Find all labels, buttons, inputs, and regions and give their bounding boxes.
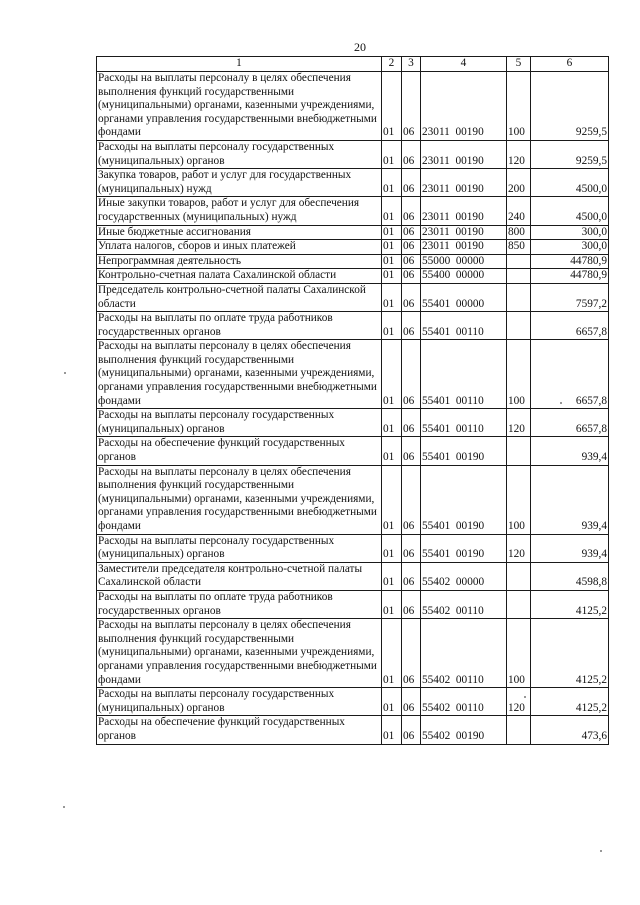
row-amount-cell: 4500,0 [531,197,609,225]
row-subsection-cell: 06 [402,716,421,744]
row-expense-type-cell: 240 [507,197,531,225]
row-expense-type-cell: 120 [507,534,531,562]
table-row [97,534,609,562]
row-section-cell: 01 [382,240,402,255]
row-subsection-cell: 06 [402,465,421,534]
table-row [97,716,609,744]
row-section-cell: 01 [382,688,402,716]
row-expense-type-cell: 120 [507,688,531,716]
row-name-cell: Расходы на выплаты персоналу государственных (муниципальных) органов [97,409,382,437]
row-target-article-cell: 55402 00000 [421,562,507,590]
table-row [97,312,609,340]
row-target-article-cell: 55401 00190 [421,534,507,562]
header-col-5: 5 [507,57,531,72]
row-section-cell: 01 [382,254,402,269]
row-expense-type-cell: 100 [507,72,531,141]
row-subsection-cell: 06 [402,225,421,240]
row-subsection-cell: 06 [402,254,421,269]
row-expense-type-cell: 100 [507,340,531,409]
row-section-cell: 01 [382,619,402,688]
table-row [97,169,609,197]
row-amount-cell: 4125,2 [531,619,609,688]
scan-speck [560,402,562,404]
row-target-article-cell: 55400 00000 [421,269,507,284]
row-target-article-cell: 23011 00190 [421,240,507,255]
row-expense-type-cell [507,716,531,744]
row-target-article-cell: 55401 00000 [421,283,507,311]
row-name-cell: Расходы на выплаты персоналу государственных (муниципальных) органов [97,534,382,562]
row-section-cell: 01 [382,562,402,590]
row-expense-type-cell [507,269,531,284]
row-name-cell: Иные бюджетные ассигнования [97,225,382,240]
row-amount-cell: 9259,5 [531,72,609,141]
row-expense-type-cell [507,562,531,590]
row-section-cell: 01 [382,225,402,240]
row-name-cell: Расходы на выплаты по оплате труда работников государственных органов [97,590,382,618]
row-expense-type-cell: 100 [507,465,531,534]
row-section-cell: 01 [382,140,402,168]
row-expense-type-cell: 120 [507,409,531,437]
row-subsection-cell: 06 [402,619,421,688]
row-amount-cell: 6657,8 [531,340,609,409]
row-target-article-cell: 23011 00190 [421,169,507,197]
table-row [97,140,609,168]
row-amount-cell: 6657,8 [531,312,609,340]
row-name-cell: Расходы на выплаты персоналу государственных (муниципальных) органов [97,688,382,716]
table-row [97,562,609,590]
header-col-6: 6 [531,57,609,72]
row-name-cell: Расходы на выплаты персоналу в целях обеспечения выполнения функций государственными (муниципальными) органами, казенными учреждениями, органами управления государственными внебюджетными фондами [97,72,382,141]
row-target-article-cell: 55402 00110 [421,688,507,716]
table-row [97,590,609,618]
row-subsection-cell: 06 [402,169,421,197]
row-amount-cell: 300,0 [531,225,609,240]
row-amount-cell: 4125,2 [531,590,609,618]
row-name-cell: Расходы на выплаты по оплате труда работников государственных органов [97,312,382,340]
row-expense-type-cell: 800 [507,225,531,240]
row-subsection-cell: 06 [402,197,421,225]
row-amount-cell: 939,4 [531,534,609,562]
row-section-cell: 01 [382,590,402,618]
table-row [97,240,609,255]
row-target-article-cell: 55402 00110 [421,619,507,688]
row-target-article-cell: 55401 00190 [421,437,507,465]
row-amount-cell: 6657,8 [531,409,609,437]
table-row [97,437,609,465]
table-row [97,254,609,269]
row-target-article-cell: 23011 00190 [421,72,507,141]
row-name-cell: Расходы на обеспечение функций государственных органов [97,437,382,465]
row-section-cell: 01 [382,269,402,284]
row-amount-cell: 4500,0 [531,169,609,197]
row-subsection-cell: 06 [402,312,421,340]
header-col-2: 2 [382,57,402,72]
row-section-cell: 01 [382,283,402,311]
row-amount-cell: 4598,8 [531,562,609,590]
row-section-cell: 01 [382,197,402,225]
row-subsection-cell: 06 [402,340,421,409]
row-name-cell: Контрольно-счетная палата Сахалинской области [97,269,382,284]
row-name-cell: Расходы на выплаты персоналу государственных (муниципальных) органов [97,140,382,168]
row-subsection-cell: 06 [402,240,421,255]
row-name-cell: Уплата налогов, сборов и иных платежей [97,240,382,255]
row-name-cell: Заместители председателя контрольно-счетной палаты Сахалинской области [97,562,382,590]
row-expense-type-cell: 120 [507,140,531,168]
row-section-cell: 01 [382,312,402,340]
row-target-article-cell: 55401 00190 [421,465,507,534]
row-name-cell: Непрограммная деятельность [97,254,382,269]
row-amount-cell: 473,6 [531,716,609,744]
row-expense-type-cell: 200 [507,169,531,197]
row-subsection-cell: 06 [402,534,421,562]
header-col-1: 1 [97,57,382,72]
table-row [97,409,609,437]
row-expense-type-cell: 100 [507,619,531,688]
row-target-article-cell: 55402 00110 [421,590,507,618]
row-section-cell: 01 [382,169,402,197]
row-amount-cell: 44780,9 [531,254,609,269]
row-section-cell: 01 [382,465,402,534]
row-name-cell: Расходы на выплаты персоналу в целях обеспечения выполнения функций государственными (муниципальными) органами, казенными учреждениями, органами управления государственными внебюджетными фондами [97,465,382,534]
row-name-cell: Председатель контрольно-счетной палаты Сахалинской области [97,283,382,311]
row-amount-cell: 44780,9 [531,269,609,284]
row-amount-cell: 300,0 [531,240,609,255]
row-amount-cell: 939,4 [531,437,609,465]
row-subsection-cell: 06 [402,283,421,311]
row-section-cell: 01 [382,72,402,141]
row-expense-type-cell [507,437,531,465]
row-expense-type-cell [507,283,531,311]
row-expense-type-cell [507,254,531,269]
table-row [97,688,609,716]
table-row [97,340,609,409]
table-header-row [97,57,609,72]
table-row [97,225,609,240]
row-section-cell: 01 [382,409,402,437]
table-row [97,197,609,225]
row-subsection-cell: 06 [402,72,421,141]
table-row [97,619,609,688]
budget-table [96,56,609,745]
scan-speck [600,850,602,852]
scan-speck [63,806,65,808]
row-subsection-cell: 06 [402,590,421,618]
row-subsection-cell: 06 [402,409,421,437]
row-section-cell: 01 [382,716,402,744]
row-target-article-cell: 23011 00190 [421,197,507,225]
row-expense-type-cell: 850 [507,240,531,255]
page-number: 20 [354,40,366,54]
scan-speck [64,372,66,374]
row-amount-cell: 9259,5 [531,140,609,168]
table-row [97,283,609,311]
row-section-cell: 01 [382,437,402,465]
row-expense-type-cell [507,312,531,340]
row-subsection-cell: 06 [402,562,421,590]
row-amount-cell: 7597,2 [531,283,609,311]
row-target-article-cell: 55402 00190 [421,716,507,744]
header-col-3: 3 [402,57,421,72]
row-name-cell: Закупка товаров, работ и услуг для государственных (муниципальных) нужд [97,169,382,197]
row-expense-type-cell [507,590,531,618]
table-body [97,72,609,745]
row-target-article-cell: 55401 00110 [421,340,507,409]
row-amount-cell: 939,4 [531,465,609,534]
row-amount-cell: 4125,2 [531,688,609,716]
table-row [97,72,609,141]
row-target-article-cell: 55401 00110 [421,312,507,340]
row-target-article-cell: 55401 00110 [421,409,507,437]
row-name-cell: Расходы на обеспечение функций государственных органов [97,716,382,744]
row-name-cell: Расходы на выплаты персоналу в целях обеспечения выполнения функций государственными (муниципальными) органами, казенными учреждениями, органами управления государственными внебюджетными фондами [97,340,382,409]
row-subsection-cell: 06 [402,688,421,716]
row-section-cell: 01 [382,340,402,409]
row-name-cell: Иные закупки товаров, работ и услуг для обеспечения государственных (муниципальных) нужд [97,197,382,225]
scan-speck [524,696,526,698]
row-name-cell: Расходы на выплаты персоналу в целях обеспечения выполнения функций государственными (муниципальными) органами, казенными учреждениями, органами управления государственными внебюджетными фондами [97,619,382,688]
row-subsection-cell: 06 [402,437,421,465]
row-target-article-cell: 23011 00190 [421,140,507,168]
row-target-article-cell: 23011 00190 [421,225,507,240]
table-row [97,269,609,284]
row-subsection-cell: 06 [402,269,421,284]
row-subsection-cell: 06 [402,140,421,168]
table-row [97,465,609,534]
header-col-4: 4 [421,57,507,72]
row-section-cell: 01 [382,534,402,562]
row-target-article-cell: 55000 00000 [421,254,507,269]
